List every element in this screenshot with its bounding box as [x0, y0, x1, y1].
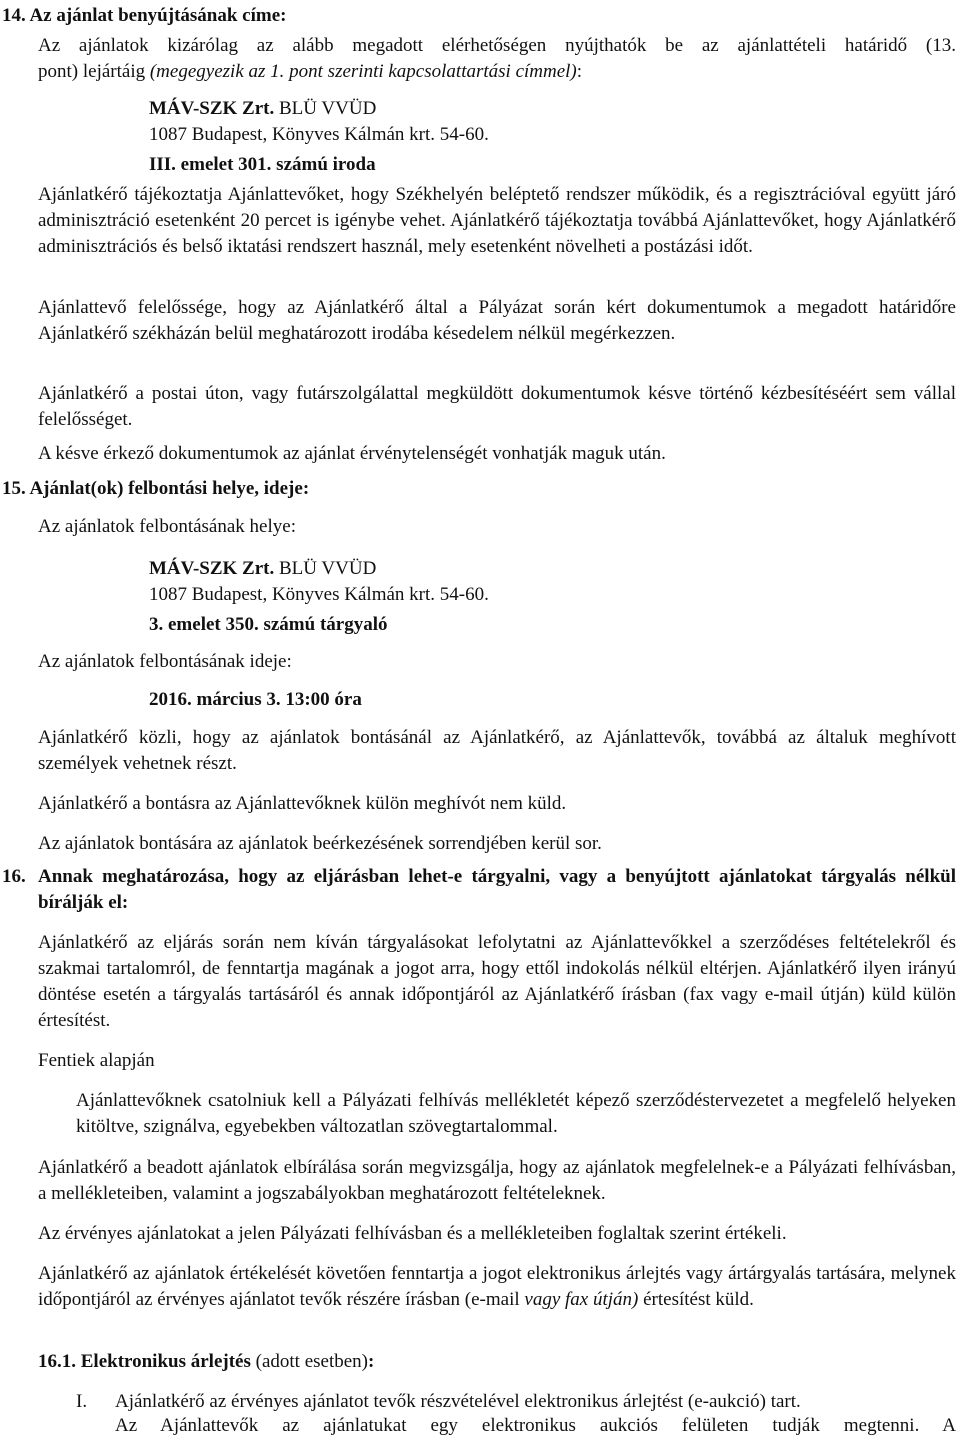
- section-title: Ajánlat(ok) felbontási helye, ideje:: [29, 478, 310, 499]
- s16-title: Annak meghatározása, hogy az eljárásban lehet-e tárgyalni, vagy a benyújtott ajánlatokat tárgyalás nélkül bírálják el:: [38, 866, 956, 913]
- subsection-number: 16.1.: [38, 1351, 76, 1372]
- s15-address: [149, 556, 849, 638]
- section-title: Az ajánlat benyújtásának címe:: [29, 5, 287, 26]
- section-14-heading: [2, 3, 942, 29]
- section-number: 15.: [2, 478, 26, 499]
- section-15-heading: [2, 476, 942, 502]
- address-street: 1087 Budapest, Könyves Kálmán krt. 54-60.: [149, 124, 489, 145]
- s15-place-label: Az ajánlatok felbontásának helye:: [38, 516, 296, 537]
- address-room: III. emelet 301. számú iroda: [149, 154, 376, 175]
- s15-paragraph-3: Az ajánlatok bontására az ajánlatok beérkezésének sorrendjében kerül sor.: [38, 833, 602, 854]
- s16-paragraph-2: Ajánlatkérő a beadott ajánlatok elbírálása során megvizsgálja, hogy az ajánlatok megfelelnek-e a Pályázati felhívásban, a mellékleteiben, valamint a jogszabályokban meghatározott feltételeknek.: [38, 1157, 956, 1204]
- list-item-marker: I.: [76, 1391, 88, 1412]
- list-item-line-2: Az Ajánlattevők az ajánlatukat egy elektronikus aukciós felületen tudják megtenni. A: [115, 1415, 956, 1436]
- address-street: 1087 Budapest, Könyves Kálmán krt. 54-60.: [149, 584, 489, 605]
- s14-paragraph-1: Ajánlatkérő tájékoztatja Ajánlattevőket, hogy Székhelyén beléptető rendszer működik, és a regisztrációval együtt járó adminisztráció esetenként 20 percet is igénybe vehet. Ajánlatkérő tájékoztatja továbbá Ajánlattevőket, hogy Ajánlatkérő adminisztrációs és belső iktatási rendszert használ, mely esetenként növelheti a postázási időt.: [38, 184, 956, 257]
- s14-paragraph-2: Ajánlattevő felelőssége, hogy az Ajánlatkérő által a Pályázat során kért dokumentumok a megadott határidőre Ajánlatkérő székházán belül meghatározott irodába késedelem nélkül megérkezzen.: [38, 297, 956, 344]
- list-item-line-1: Ajánlatkérő az érvényes ajánlatot tevők részvételével elektronikus árlejtést (e-aukció) tart.: [115, 1391, 801, 1412]
- s15-paragraph-1: Ajánlatkérő közli, hogy az ajánlatok bontásánál az Ajánlatkérő, az Ajánlattevők, továbbá az általuk meghívott személyek vehetnek részt.: [38, 727, 956, 774]
- s16-paragraph-4: Ajánlatkérő az ajánlatok értékelését követően fenntartja a jogot elektronikus árlejtés vagy ártárgyalás tartására, melynek időpontjáról az érvényes ajánlatot tevők részére írásban (e-mail vagy fax útján) értesítést küld.: [38, 1263, 956, 1310]
- s16-indented-paragraph: Ajánlattevőknek csatolniuk kell a Pályázati felhívás mellékletét képező szerződéstervezetet a megfelelő helyeken kitöltve, szignálva, egyebekben változatlan szövegtartalommal.: [76, 1090, 956, 1137]
- section-number: 14.: [2, 5, 26, 26]
- s14-intro-line2: pont) lejártáig (megegyezik az 1. pont szerinti kapcsolattartási címmel):: [38, 61, 583, 82]
- s14-paragraph-3: Ajánlatkérő a postai úton, vagy futárszolgálattal megküldött dokumentumok késve történő kézbesítéséért sem vállal felelősséget.: [38, 383, 956, 430]
- s15-time-label: Az ajánlatok felbontásának ideje:: [38, 651, 292, 672]
- s16-1-heading: 16.1. Elektronikus árlejtés (adott esetben):: [38, 1351, 375, 1372]
- subsection-title: Elektronikus árlejtés: [80, 1351, 251, 1372]
- s16-paragraph-1: Ajánlatkérő az eljárás során nem kíván tárgyalásokat lefolytatni az Ajánlattevőkkel a szerződéses feltételekről és szakmai tartalomról, de fenntartja magának a jogot arra, hogy ettől indokolás nélkül eltérjen. Ajánlatkérő ilyen irányú döntése esetén a tárgyalás tartásáról és annak időpontjáról az Ajánlatkérő írásban (fax vagy e-mail útján) küld külön értesítést.: [38, 932, 956, 1031]
- s14-intro-line1: Az ajánlatok kizárólag az alább megadott elérhetőségen nyújthatók be az ajánlattételi határidő (13.: [38, 35, 956, 56]
- s15-date-time: 2016. március 3. 13:00 óra: [149, 689, 362, 710]
- address-room: 3. emelet 350. számú tárgyaló: [149, 614, 388, 635]
- address-organization: MÁV-SZK Zrt. BLÜ VVÜD: [149, 558, 377, 579]
- section-number: 16.: [2, 866, 26, 887]
- s15-paragraph-2: Ajánlatkérő a bontásra az Ajánlattevőknek külön meghívót nem küld.: [38, 793, 567, 814]
- s14-address: [149, 96, 849, 178]
- s14-paragraph-4: A késve érkező dokumentumok az ajánlat érvénytelenségét vonhatják maguk után.: [38, 443, 666, 464]
- s16-fentiek: Fentiek alapján: [38, 1050, 155, 1071]
- s16-paragraph-3: Az érvényes ajánlatokat a jelen Pályázati felhívásban és a mellékleteiben foglaltak szerint értékeli.: [38, 1223, 787, 1244]
- address-organization: MÁV-SZK Zrt. BLÜ VVÜD: [149, 98, 377, 119]
